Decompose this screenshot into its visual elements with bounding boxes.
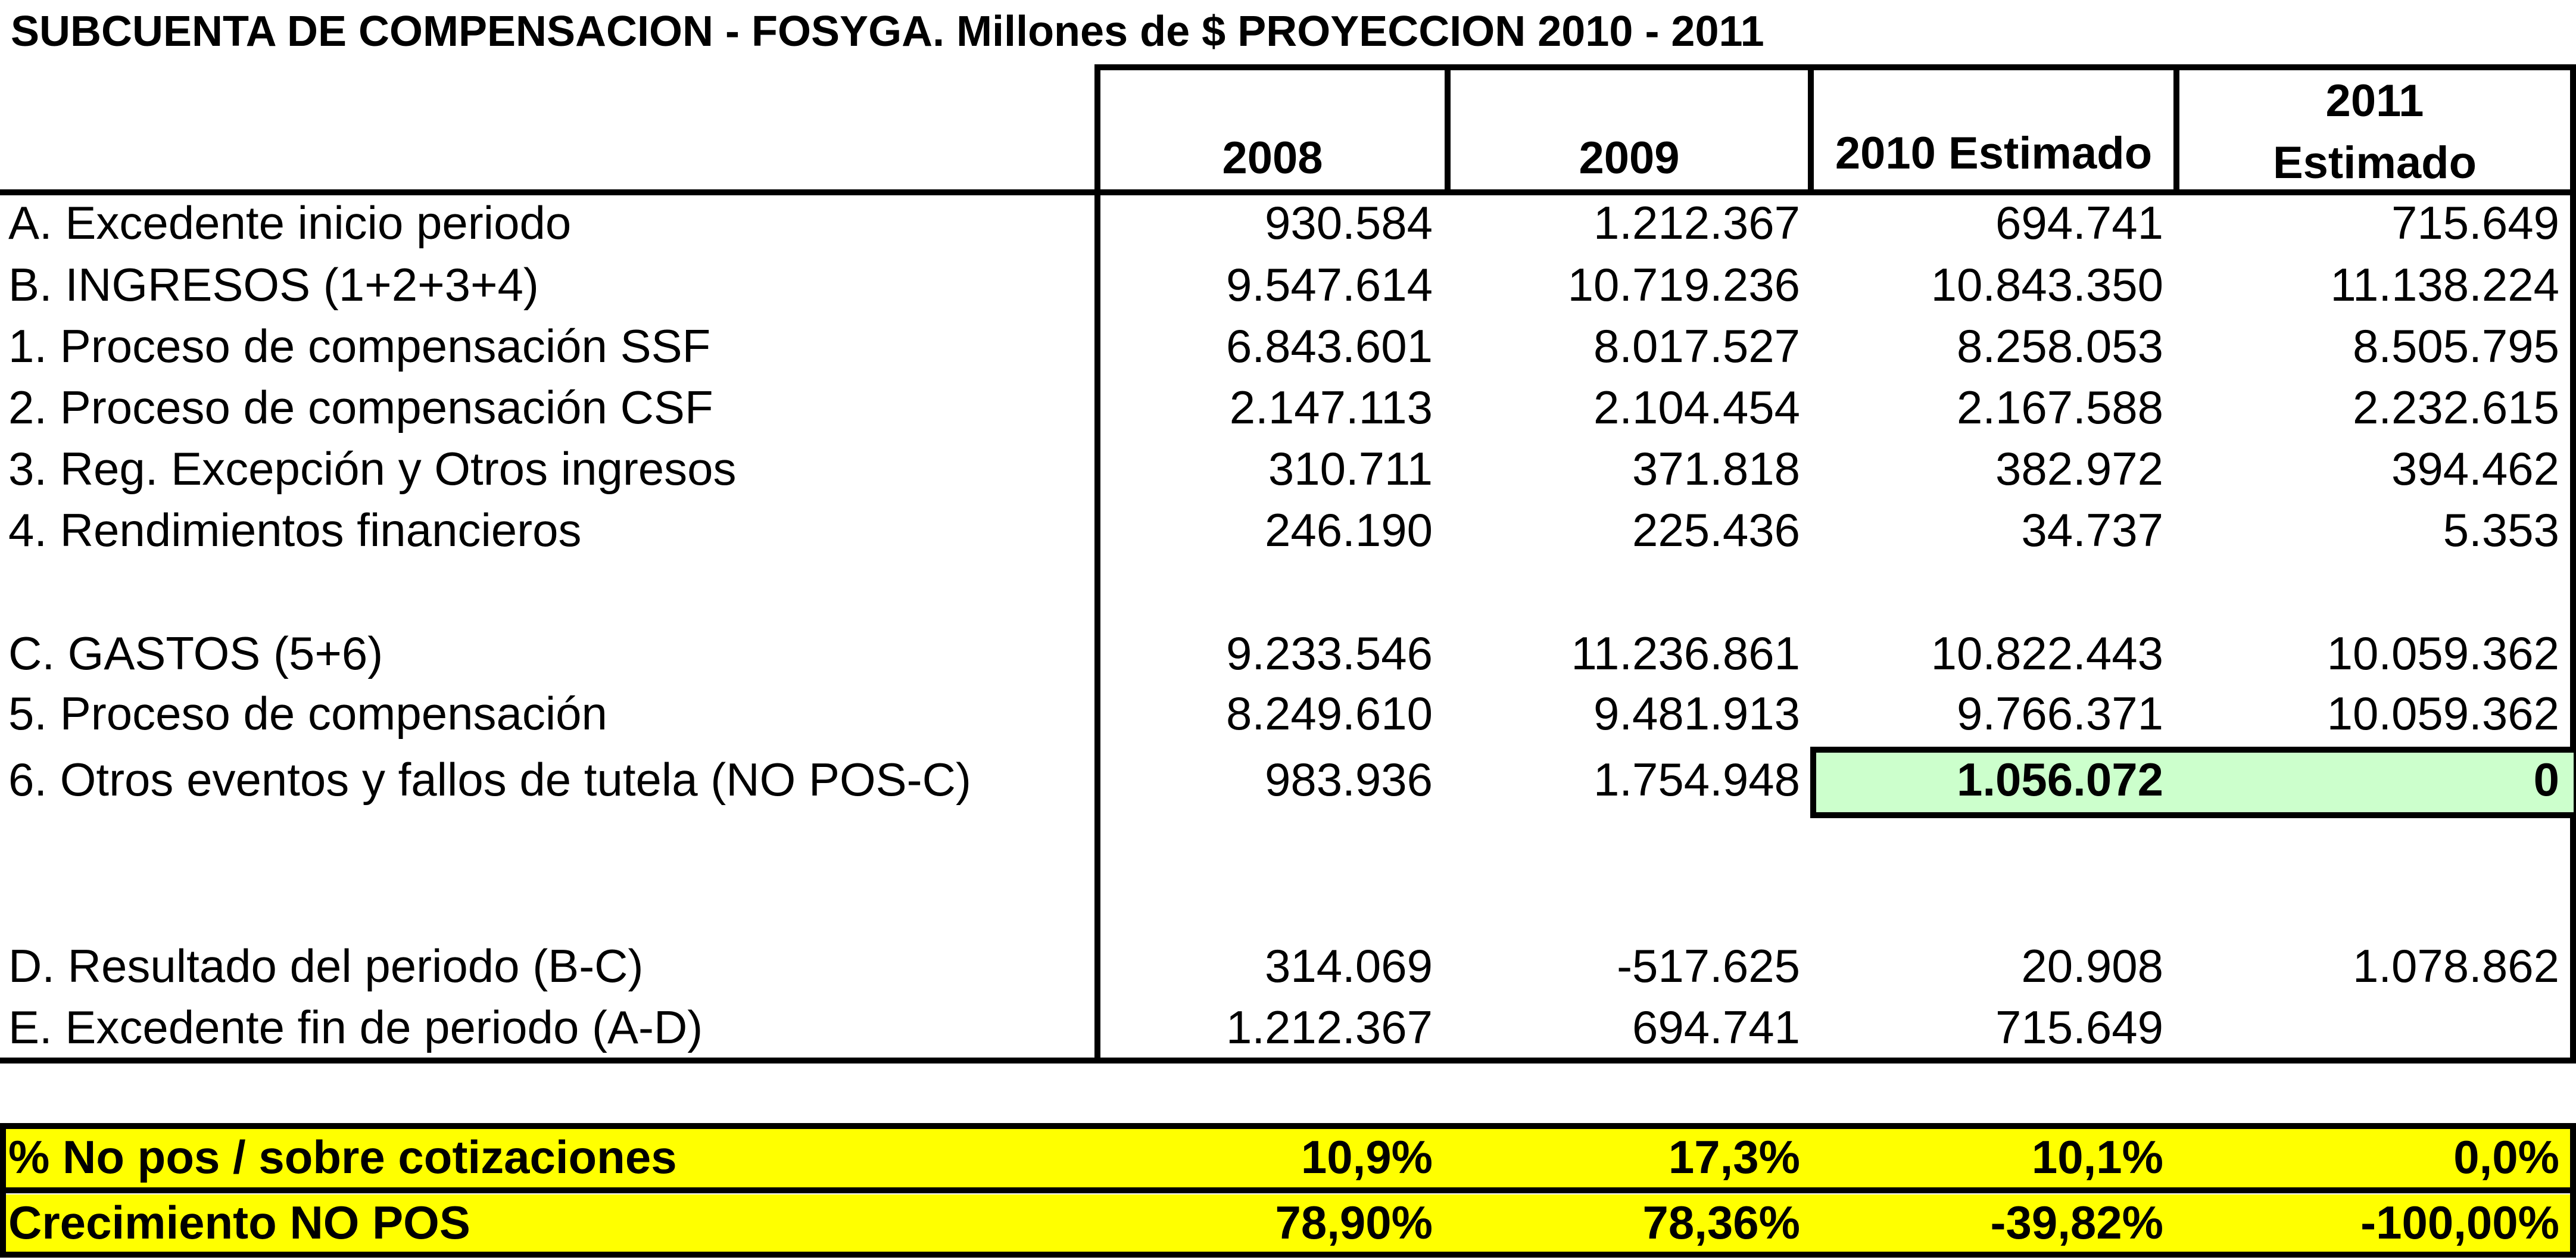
highlight-row6-bottom <box>1810 812 2576 818</box>
cell-value: 394.462 <box>2391 442 2559 495</box>
cell-value: 310.711 <box>1268 442 1433 495</box>
cell-value: 2.147.113 <box>1229 381 1433 433</box>
cell-value: 1.212.367 <box>1225 1001 1433 1053</box>
cell-value: 8.258.053 <box>1956 320 2163 372</box>
cell-value: 715.649 <box>2391 197 2559 249</box>
row-label: C. GASTOS (5+6) <box>8 627 383 679</box>
cell-value: 6.843.601 <box>1225 320 1433 372</box>
cell-value: 2.167.588 <box>1956 381 2163 433</box>
rule-col-2010 <box>2173 64 2179 189</box>
cell-value: 10.843.350 <box>1931 258 2163 311</box>
rule-table-bottom <box>0 1058 2576 1063</box>
summary-value: 78,36% <box>1642 1196 1800 1249</box>
row-label: B. INGRESOS (1+2+3+4) <box>8 258 539 311</box>
cell-value: 20.908 <box>2021 940 2163 992</box>
summary-label: Crecimiento NO POS <box>8 1196 470 1249</box>
row-label: 6. Otros eventos y fallos de tutela (NO POS-C) <box>8 753 971 806</box>
header-2011-year: 2011 <box>2325 76 2424 126</box>
cell-value: 8.017.527 <box>1593 320 1800 372</box>
summary-rule-left <box>0 1123 6 1258</box>
header-2008: 2008 <box>1222 133 1323 183</box>
cell-value-highlighted: 1.056.072 <box>1956 753 2163 806</box>
row-label: 3. Reg. Excepción y Otros ingresos <box>8 442 737 495</box>
summary-value: -39,82% <box>1990 1196 2163 1249</box>
row-label: 4. Rendimientos financieros <box>8 504 582 556</box>
header-2009: 2009 <box>1579 133 1680 183</box>
cell-value: 1.078.862 <box>2352 940 2559 992</box>
cell-value <box>2179 997 2563 1058</box>
row-label: A. Excedente inicio periodo <box>8 197 572 249</box>
cell-value: 246.190 <box>1265 504 1433 556</box>
row-label: E. Excedente fin de periodo (A-D) <box>8 1001 703 1053</box>
cell-value: 2.104.454 <box>1593 381 1800 433</box>
cell-value: 10.059.362 <box>2326 687 2559 740</box>
cell-value: 983.936 <box>1265 753 1433 806</box>
summary-value: 78,90% <box>1275 1196 1433 1249</box>
row-label: 1. Proceso de compensación SSF <box>8 320 711 372</box>
cell-value: 1.754.948 <box>1593 753 1800 806</box>
cell-value: 34.737 <box>2021 504 2163 556</box>
cell-value: 1.212.367 <box>1593 197 1800 249</box>
cell-value: 10.059.362 <box>2326 627 2559 679</box>
cell-value: 9.481.913 <box>1593 687 1800 740</box>
summary-value: -100,00% <box>2360 1196 2559 1249</box>
rule-col-2009 <box>1808 64 1814 189</box>
row-label: D. Resultado del periodo (B-C) <box>8 940 644 992</box>
cell-value: 930.584 <box>1265 197 1433 249</box>
cell-value: 10.719.236 <box>1567 258 1800 311</box>
rule-col-2008 <box>1445 64 1451 189</box>
row-label: 2. Proceso de compensación CSF <box>8 381 713 433</box>
summary-value: 0,0% <box>2453 1131 2559 1183</box>
cell-value: 5.353 <box>2443 504 2559 556</box>
rule-top <box>1097 64 2576 70</box>
cell-value: 8.505.795 <box>2352 320 2559 372</box>
cell-value: 225.436 <box>1632 504 1800 556</box>
summary-value: 17,3% <box>1668 1131 1800 1183</box>
cell-value: 9.233.546 <box>1225 627 1433 679</box>
cell-value: 11.236.861 <box>1571 627 1800 679</box>
cell-value: 9.547.614 <box>1225 258 1433 311</box>
cell-value: 2.232.615 <box>2352 381 2559 433</box>
cell-value: 382.972 <box>1995 442 2163 495</box>
summary-label: % No pos / sobre cotizaciones <box>8 1131 677 1183</box>
cell-value-highlighted: 0 <box>2533 753 2559 806</box>
summary-value: 10,9% <box>1301 1131 1433 1183</box>
summary-rule-right <box>2570 1123 2576 1258</box>
cell-value: 694.741 <box>1632 1001 1800 1053</box>
cell-value: 10.822.443 <box>1931 627 2163 679</box>
cell-value: 694.741 <box>1995 197 2163 249</box>
sheet-title: SUBCUENTA DE COMPENSACION - FOSYGA. Millones de $ PROYECCION 2010 - 2011 <box>11 8 1764 55</box>
cell-value: 314.069 <box>1265 940 1433 992</box>
rule-right <box>2570 64 2576 1063</box>
cell-value: 11.138.224 <box>2330 258 2559 311</box>
cell-value: 8.249.610 <box>1225 687 1433 740</box>
header-2011-estimado: Estimado <box>2272 138 2477 188</box>
summary-value: 10,1% <box>2031 1131 2163 1183</box>
row-label: 5. Proceso de compensación <box>8 687 607 740</box>
cell-value: 9.766.371 <box>1956 687 2163 740</box>
header-2010: 2010 Estimado <box>1835 128 2153 179</box>
cell-value: 715.649 <box>1995 1001 2163 1053</box>
cell-value: 371.818 <box>1632 442 1800 495</box>
cell-value: -517.625 <box>1617 940 1800 992</box>
